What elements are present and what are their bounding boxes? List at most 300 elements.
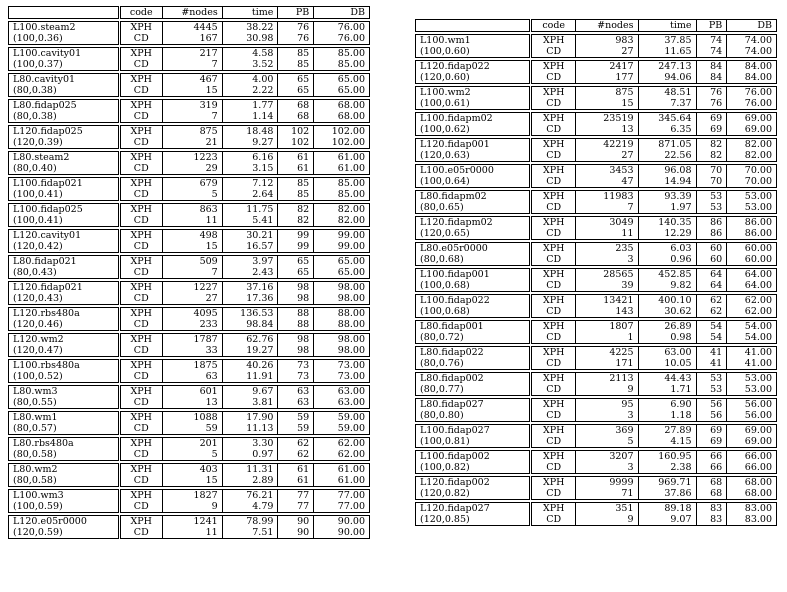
db-cell: 70.00 [727, 165, 777, 177]
nodes-cell: 3 [576, 462, 638, 474]
db-cell: 64.00 [727, 280, 777, 292]
header-code: code [119, 7, 162, 19]
instance-name: L100.e05r0000 [416, 165, 531, 177]
nodes-cell: 13 [576, 124, 638, 136]
time-cell: 12.29 [638, 228, 696, 240]
header-code: code [531, 20, 576, 32]
instance-name: L120.fidap001 [416, 139, 531, 151]
nodes-cell: 59 [162, 423, 222, 435]
code-cell: CD [119, 501, 162, 513]
table-row [9, 438, 370, 450]
nodes-cell: 983 [576, 35, 638, 47]
table-row [9, 360, 370, 372]
table-row [416, 477, 777, 489]
db-cell: 85.00 [314, 178, 370, 190]
nodes-cell: 233 [162, 319, 222, 331]
time-cell: 48.51 [638, 87, 696, 99]
pb-cell: 69 [696, 425, 727, 437]
pb-cell: 68 [278, 111, 314, 123]
code-cell: XPH [531, 191, 576, 203]
instance-name: L80.fidapm02 [416, 191, 531, 203]
table-row [416, 243, 777, 255]
table-row [416, 139, 777, 151]
code-cell: XPH [119, 490, 162, 502]
nodes-cell: 177 [576, 72, 638, 84]
nodes-cell: 47 [576, 176, 638, 188]
code-cell: CD [531, 462, 576, 474]
instance-param: (80,0.72) [416, 332, 531, 344]
instance-param: (120,0.82) [416, 488, 531, 500]
nodes-cell: 1827 [162, 490, 222, 502]
time-cell: 160.95 [638, 451, 696, 463]
db-cell: 53.00 [727, 384, 777, 396]
time-cell: 1.18 [638, 410, 696, 422]
db-cell: 74.00 [727, 46, 777, 58]
time-cell: 4.58 [222, 48, 278, 60]
table-row [9, 282, 370, 294]
time-cell: 30.62 [638, 306, 696, 318]
code-cell: CD [119, 137, 162, 149]
pb-cell: 82 [278, 215, 314, 227]
db-cell: 65.00 [314, 85, 370, 97]
code-cell: CD [119, 111, 162, 123]
instance-param: (120,0.43) [9, 293, 120, 305]
table-row [416, 191, 777, 203]
nodes-cell: 3 [576, 254, 638, 266]
time-cell: 16.57 [222, 241, 278, 253]
instance-param: (100,0.36) [9, 33, 120, 45]
pb-cell: 74 [696, 46, 727, 58]
db-cell: 70.00 [727, 176, 777, 188]
table-row [416, 410, 777, 422]
nodes-cell: 13421 [576, 295, 638, 307]
code-cell: CD [531, 72, 576, 84]
code-cell: CD [531, 150, 576, 162]
table-row [416, 462, 777, 474]
table-row [9, 204, 370, 216]
time-cell: 1.71 [638, 384, 696, 396]
db-cell: 84.00 [727, 72, 777, 84]
table-row [9, 22, 370, 34]
code-cell: XPH [119, 204, 162, 216]
instance-name: L100.rbs480a [9, 360, 120, 372]
time-cell: 19.27 [222, 345, 278, 357]
pb-cell: 82 [696, 150, 727, 162]
pb-cell: 62 [696, 306, 727, 318]
time-cell: 44.43 [638, 373, 696, 385]
nodes-cell: 235 [576, 243, 638, 255]
table-row [416, 280, 777, 292]
pb-cell: 98 [278, 293, 314, 305]
instance-name: L120.fidapm02 [416, 217, 531, 229]
pb-cell: 62 [696, 295, 727, 307]
instance-name: L120.rbs480a [9, 308, 120, 320]
table-row [9, 319, 370, 331]
code-cell: CD [531, 384, 576, 396]
db-cell: 98.00 [314, 293, 370, 305]
pb-cell: 62 [278, 449, 314, 461]
nodes-cell: 4225 [576, 347, 638, 359]
pb-cell: 64 [696, 280, 727, 292]
code-cell: XPH [531, 425, 576, 437]
time-cell: 22.56 [638, 150, 696, 162]
db-cell: 77.00 [314, 501, 370, 513]
db-cell: 86.00 [727, 228, 777, 240]
time-cell: 2.43 [222, 267, 278, 279]
db-cell: 68.00 [314, 100, 370, 112]
pb-cell: 86 [696, 217, 727, 229]
time-cell: 11.31 [222, 464, 278, 476]
pb-cell: 53 [696, 202, 727, 214]
db-cell: 59.00 [314, 423, 370, 435]
code-cell: CD [531, 202, 576, 214]
db-cell: 54.00 [727, 321, 777, 333]
pb-cell: 56 [696, 410, 727, 422]
code-cell: CD [531, 332, 576, 344]
code-cell: CD [531, 358, 576, 370]
time-cell: 76.21 [222, 490, 278, 502]
instance-param: (100,0.82) [416, 462, 531, 474]
time-cell: 9.07 [638, 514, 696, 526]
pb-cell: 98 [278, 334, 314, 346]
time-cell: 18.48 [222, 126, 278, 138]
time-cell: 3.15 [222, 163, 278, 175]
time-cell: 11.91 [222, 371, 278, 383]
time-cell: 2.89 [222, 475, 278, 487]
instance-name: L120.wm2 [9, 334, 120, 346]
nodes-cell: 509 [162, 256, 222, 268]
instance-name: L100.fidap027 [416, 425, 531, 437]
db-cell: 85.00 [314, 59, 370, 71]
table-row [9, 267, 370, 279]
table-row [416, 295, 777, 307]
code-cell: XPH [119, 412, 162, 424]
pb-cell: 76 [278, 33, 314, 45]
instance-param: (80,0.80) [416, 410, 531, 422]
nodes-cell: 5 [162, 189, 222, 201]
nodes-cell: 15 [576, 98, 638, 110]
header-time: time [638, 20, 696, 32]
instance-param: (100,0.61) [416, 98, 531, 110]
code-cell: CD [531, 46, 576, 58]
time-cell: 1.97 [638, 202, 696, 214]
table-row [9, 59, 370, 71]
instance-param: (80,0.57) [9, 423, 120, 435]
nodes-cell: 319 [162, 100, 222, 112]
table-row [9, 371, 370, 383]
instance-name: L80.wm1 [9, 412, 120, 424]
db-cell: 98.00 [314, 345, 370, 357]
pb-cell: 68 [278, 100, 314, 112]
nodes-cell: 29 [162, 163, 222, 175]
time-cell: 0.96 [638, 254, 696, 266]
pb-cell: 83 [696, 514, 727, 526]
pb-cell: 68 [696, 477, 727, 489]
time-cell: 9.82 [638, 280, 696, 292]
db-cell: 62.00 [727, 295, 777, 307]
nodes-cell: 167 [162, 33, 222, 45]
table-row [9, 293, 370, 305]
instance-name: L120.fidap021 [9, 282, 120, 294]
time-cell: 4.00 [222, 74, 278, 86]
pb-cell: 76 [696, 87, 727, 99]
db-cell: 69.00 [727, 124, 777, 136]
code-cell: XPH [119, 100, 162, 112]
time-cell: 136.53 [222, 308, 278, 320]
db-cell: 90.00 [314, 527, 370, 539]
nodes-cell: 63 [162, 371, 222, 383]
nodes-cell: 201 [162, 438, 222, 450]
instance-name: L80.fidap001 [416, 321, 531, 333]
pb-cell: 69 [696, 436, 727, 448]
time-cell: 30.21 [222, 230, 278, 242]
pb-cell: 53 [696, 384, 727, 396]
db-cell: 62.00 [314, 438, 370, 450]
code-cell: XPH [119, 152, 162, 164]
pb-cell: 77 [278, 490, 314, 502]
header-pb: PB [278, 7, 314, 19]
time-cell: 3.30 [222, 438, 278, 450]
time-cell: 27.89 [638, 425, 696, 437]
code-cell: CD [119, 59, 162, 71]
time-cell: 3.52 [222, 59, 278, 71]
nodes-cell: 5 [162, 449, 222, 461]
pb-cell: 59 [278, 423, 314, 435]
code-cell: CD [531, 410, 576, 422]
nodes-cell: 13 [162, 397, 222, 409]
nodes-cell: 5 [576, 436, 638, 448]
time-cell: 1.14 [222, 111, 278, 123]
code-cell: CD [531, 488, 576, 500]
nodes-cell: 863 [162, 204, 222, 216]
db-cell: 41.00 [727, 347, 777, 359]
db-cell: 76.00 [727, 98, 777, 110]
pb-cell: 85 [278, 178, 314, 190]
instance-name: L80.fidap021 [9, 256, 120, 268]
instance-name: L80.fidap002 [416, 373, 531, 385]
nodes-cell: 3453 [576, 165, 638, 177]
nodes-cell: 3049 [576, 217, 638, 229]
table-row [416, 35, 777, 47]
table-row [416, 399, 777, 411]
table-body-left [9, 19, 370, 542]
nodes-cell: 3 [576, 410, 638, 422]
code-cell: XPH [119, 48, 162, 60]
nodes-cell: 33 [162, 345, 222, 357]
pb-cell: 85 [278, 189, 314, 201]
pb-cell: 41 [696, 358, 727, 370]
table-row [416, 306, 777, 318]
time-cell: 37.16 [222, 282, 278, 294]
instance-param: (120,0.46) [9, 319, 120, 331]
instance-param: (80,0.68) [416, 254, 531, 266]
pb-cell: 64 [696, 269, 727, 281]
header-db: DB [314, 7, 370, 19]
code-cell: CD [119, 33, 162, 45]
table-row [9, 48, 370, 60]
nodes-cell: 679 [162, 178, 222, 190]
nodes-cell: 498 [162, 230, 222, 242]
time-cell: 37.85 [638, 35, 696, 47]
code-cell: CD [119, 449, 162, 461]
instance-name: L80.fidap027 [416, 399, 531, 411]
time-cell: 0.98 [638, 332, 696, 344]
code-cell: CD [119, 267, 162, 279]
code-cell: CD [119, 215, 162, 227]
code-cell: XPH [531, 321, 576, 333]
nodes-cell: 1 [576, 332, 638, 344]
time-cell: 89.18 [638, 503, 696, 515]
time-cell: 6.35 [638, 124, 696, 136]
db-cell: 69.00 [727, 425, 777, 437]
pb-cell: 65 [278, 74, 314, 86]
instance-param: (80,0.55) [9, 397, 120, 409]
code-cell: XPH [119, 438, 162, 450]
db-cell: 82.00 [314, 215, 370, 227]
code-cell: CD [531, 124, 576, 136]
pb-cell: 60 [696, 254, 727, 266]
time-cell: 7.37 [638, 98, 696, 110]
table-row [9, 74, 370, 86]
nodes-cell: 9 [576, 514, 638, 526]
code-cell: XPH [531, 503, 576, 515]
nodes-cell: 1088 [162, 412, 222, 424]
db-cell: 74.00 [727, 35, 777, 47]
instance-param: (120,0.59) [9, 527, 120, 539]
table-row [416, 228, 777, 240]
code-cell: XPH [119, 516, 162, 528]
db-cell: 62.00 [314, 449, 370, 461]
code-cell: XPH [119, 464, 162, 476]
table-row [9, 215, 370, 227]
code-cell: CD [119, 319, 162, 331]
table-row [9, 412, 370, 424]
table-row [416, 46, 777, 58]
time-cell: 2.64 [222, 189, 278, 201]
results-table-right [415, 19, 777, 528]
db-cell: 68.00 [727, 488, 777, 500]
time-cell: 63.00 [638, 347, 696, 359]
code-cell: XPH [119, 22, 162, 34]
table-row [416, 514, 777, 526]
table-row [416, 488, 777, 500]
table-row [9, 527, 370, 539]
pb-cell: 66 [696, 451, 727, 463]
db-cell: 61.00 [314, 464, 370, 476]
code-cell: CD [531, 254, 576, 266]
time-cell: 452.85 [638, 269, 696, 281]
instance-param: (100,0.62) [416, 124, 531, 136]
db-cell: 53.00 [727, 202, 777, 214]
table-row [9, 516, 370, 528]
header-nodes: #nodes [576, 20, 638, 32]
pb-cell: 98 [278, 282, 314, 294]
table-row [416, 72, 777, 84]
instance-name: L120.fidap002 [416, 477, 531, 489]
pb-cell: 63 [278, 397, 314, 409]
table-row [9, 308, 370, 320]
table-row [416, 176, 777, 188]
time-cell: 4.79 [222, 501, 278, 513]
db-cell: 83.00 [727, 514, 777, 526]
db-cell: 60.00 [727, 254, 777, 266]
code-cell: CD [531, 176, 576, 188]
nodes-cell: 143 [576, 306, 638, 318]
time-cell: 969.71 [638, 477, 696, 489]
pb-cell: 65 [278, 256, 314, 268]
instance-name: L100.fidap001 [416, 269, 531, 281]
table-row [416, 436, 777, 448]
instance-name: L100.fidap021 [9, 178, 120, 190]
table-row [9, 152, 370, 164]
nodes-cell: 27 [576, 150, 638, 162]
pb-cell: 60 [696, 243, 727, 255]
nodes-cell: 7 [162, 59, 222, 71]
db-cell: 65.00 [314, 256, 370, 268]
nodes-cell: 11983 [576, 191, 638, 203]
db-cell: 86.00 [727, 217, 777, 229]
db-cell: 56.00 [727, 410, 777, 422]
time-cell: 62.76 [222, 334, 278, 346]
table-row [416, 87, 777, 99]
instance-param: (100,0.68) [416, 306, 531, 318]
nodes-cell: 351 [576, 503, 638, 515]
nodes-cell: 1241 [162, 516, 222, 528]
nodes-cell: 71 [576, 488, 638, 500]
table-row [9, 189, 370, 201]
db-cell: 60.00 [727, 243, 777, 255]
pb-cell: 73 [278, 360, 314, 372]
time-cell: 10.05 [638, 358, 696, 370]
table-row [9, 423, 370, 435]
nodes-cell: 7 [162, 111, 222, 123]
nodes-cell: 39 [576, 280, 638, 292]
code-cell: XPH [531, 139, 576, 151]
nodes-cell: 2113 [576, 373, 638, 385]
instance-name: L100.fidap002 [416, 451, 531, 463]
db-cell: 76.00 [727, 87, 777, 99]
table-row [416, 202, 777, 214]
nodes-cell: 3207 [576, 451, 638, 463]
instance-param: (100,0.59) [9, 501, 120, 513]
code-cell: CD [119, 85, 162, 97]
db-cell: 53.00 [727, 191, 777, 203]
time-cell: 94.06 [638, 72, 696, 84]
pb-cell: 61 [278, 464, 314, 476]
instance-param: (100,0.68) [416, 280, 531, 292]
code-cell: XPH [531, 347, 576, 359]
nodes-cell: 15 [162, 241, 222, 253]
instance-name: L80.cavity01 [9, 74, 120, 86]
pb-cell: 65 [278, 85, 314, 97]
pb-cell: 83 [696, 503, 727, 515]
instance-name: L80.e05r0000 [416, 243, 531, 255]
code-cell: XPH [119, 126, 162, 138]
code-cell: XPH [531, 295, 576, 307]
time-cell: 6.16 [222, 152, 278, 164]
pb-cell: 41 [696, 347, 727, 359]
db-cell: 85.00 [314, 189, 370, 201]
nodes-cell: 403 [162, 464, 222, 476]
table-row [416, 113, 777, 125]
pb-cell: 56 [696, 399, 727, 411]
pb-cell: 90 [278, 527, 314, 539]
instance-name: L100.steam2 [9, 22, 120, 34]
code-cell: XPH [531, 477, 576, 489]
db-cell: 73.00 [314, 360, 370, 372]
nodes-cell: 1807 [576, 321, 638, 333]
code-cell: CD [119, 527, 162, 539]
